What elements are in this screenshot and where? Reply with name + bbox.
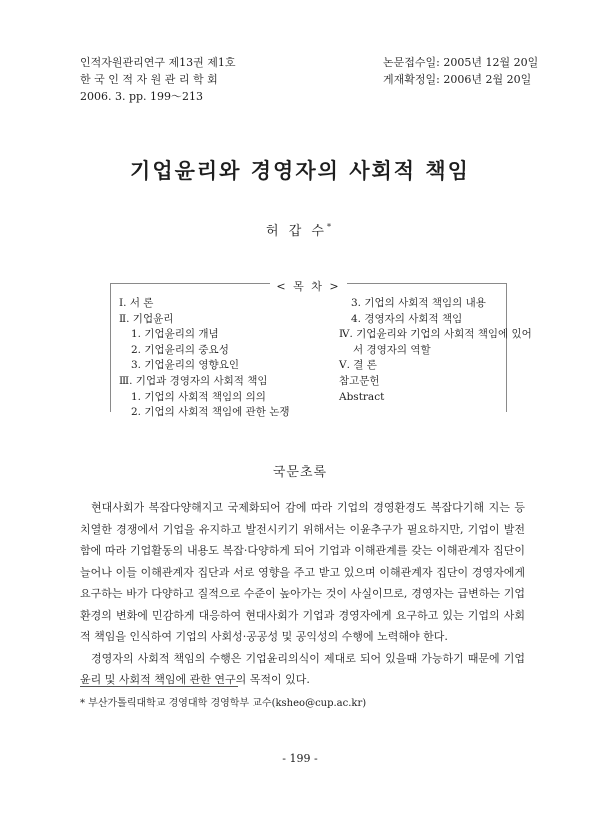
author-affiliation-footnote: * 부산가톨릭대학교 경영대학 경영학부 교수(ksheo@cup.ac.kr) [80, 698, 367, 709]
toc-item: 4. 경영자의 사회적 책임 [351, 312, 463, 325]
abstract-heading: 국문초록 [272, 465, 328, 480]
footnote-divider [80, 686, 238, 687]
toc-item: 1. 기업윤리의 개념 [131, 328, 219, 341]
toc-right-column [339, 296, 532, 405]
author-line [0, 220, 600, 239]
toc-item: Ⅳ. 기업윤리와 기업의 사회적 책임에 있어 [339, 328, 532, 341]
page-number: - 199 - [282, 752, 318, 765]
author-footnote-mark: * [326, 222, 334, 232]
toc-item: Ⅰ. 서 론 [119, 297, 154, 309]
toc-left-column [119, 296, 290, 421]
issue-pages: 2006. 3. pp. 199～213 [80, 90, 204, 103]
author-name: 허 갑 수 [266, 224, 327, 239]
journal-name: 인적자원관리연구 제13권 제1호 [80, 56, 236, 69]
abstract-body [80, 497, 525, 691]
table-of-contents [110, 280, 532, 419]
accepted-date: 게재확정일: 2006년 2월 20일 [383, 73, 532, 86]
toc-heading: < 목 차 > [270, 280, 346, 293]
abstract-paragraph: 현대사회가 복잡다양해지고 국제화되어 감에 따라 기업의 경영환경도 복잡다기해 지는 등 치열한 경쟁에서 기업을 유지하고 발전시키기 위해서는 이윤추구가 필요하지만, 기업이 발전함에 따라 기업활동의 내용도 복잡·다양하게 되어 기업과 이해관계를 갖는 이해관계자 집단이 늘어나 이들 이해관계자 집단과 서로 영향을 주고 받고 있으며 이해관계자 집단이 경영자에게 요구하는 바가 다양하고 질적으로 수준이 높아가는 것이 사실이므로, 경영자는 급변하는 기업환경의 변화에 민감하게 대응하여 현대사회가 기업과 경영자에게 요구하고 있는 기업의 사회적 책임을 인식하여 기업의 사회성·공공성 및 공익성의 수행에 노력해야 한다. [80, 501, 525, 643]
abstract-paragraph: 경영자의 사회적 책임의 수행은 기업윤리의식이 제대로 되어 있을때 가능하기 때문에 기업윤리 및 사회적 책임에 관한 연구의 목적이 있다. [80, 651, 525, 686]
toc-item: Ⅱ. 기업윤리 [119, 312, 174, 325]
received-date: 논문접수일: 2005년 12월 20일 [383, 56, 539, 69]
submission-info [383, 54, 538, 88]
toc-item: 서 경영자의 역할 [353, 343, 431, 356]
toc-item: Abstract [339, 390, 385, 403]
toc-item: Ⅴ. 결 론 [339, 359, 377, 372]
toc-item: 참고문헌 [339, 374, 380, 387]
paper-title: 기업윤리와 경영자의 사회적 책임 [130, 159, 470, 183]
society-name: 한 국 인 적 자 원 관 리 학 회 [80, 73, 218, 86]
toc-item: 1. 기업의 사회적 책임의 의의 [131, 390, 266, 403]
toc-item: 2. 기업윤리의 중요성 [131, 343, 229, 356]
journal-info [80, 54, 236, 105]
toc-item: 3. 기업윤리의 영향요인 [131, 359, 239, 372]
toc-item: Ⅲ. 기업과 경영자의 사회적 책임 [119, 374, 268, 387]
toc-item: 2. 기업의 사회적 책임에 관한 논쟁 [131, 406, 290, 419]
toc-item: 3. 기업의 사회적 책임의 내용 [351, 297, 486, 309]
